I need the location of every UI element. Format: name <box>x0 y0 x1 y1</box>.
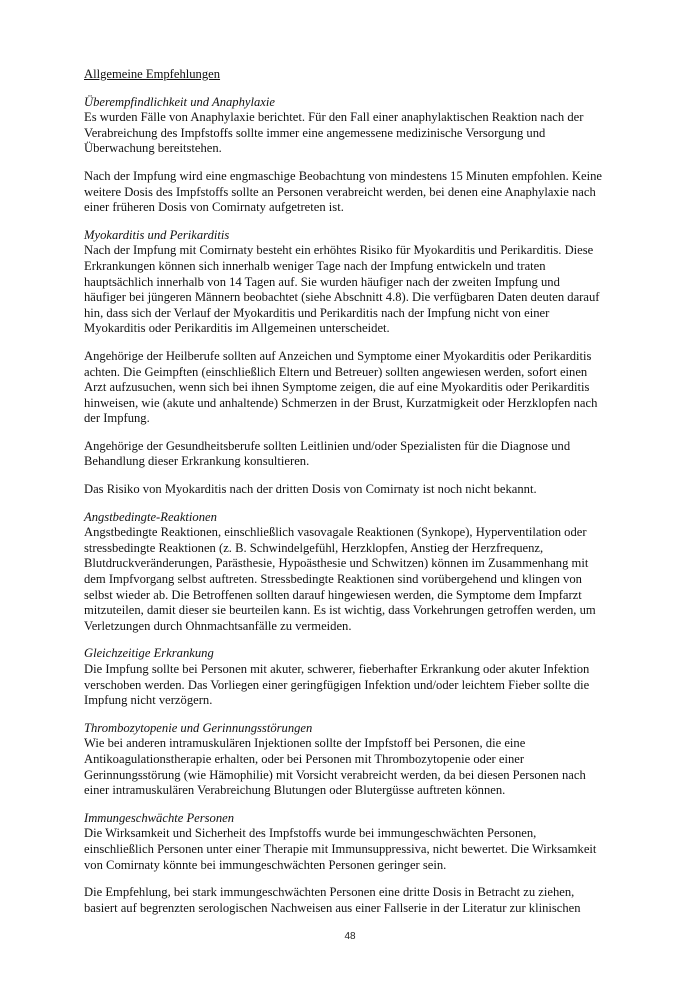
section <box>84 95 644 157</box>
document-body <box>84 95 644 917</box>
text-line: mitzuteilen, damit dieser sie beurteilen kann. Es ist wichtig, dass Vorkehrungen getroffen werden, um <box>84 603 596 618</box>
text-line: Die Wirksamkeit und Sicherheit des Impfstoffs wurde bei immungeschwächten Personen, <box>84 826 537 841</box>
section-heading: Thrombozytopenie und Gerinnungsstörungen <box>84 720 313 735</box>
text-line: einer früheren Dosis von Comirnaty aufgetreten ist. <box>84 200 344 215</box>
text-line: Verletzungen durch Ohnmachtsanfälle zu vermeiden. <box>84 618 352 633</box>
text-line: Antikoagulationstherapie erhalten, oder bei Personen mit Thrombozytopenie oder einer <box>84 751 525 766</box>
text-line: Erkrankungen können sich innerhalb weniger Tage nach der Impfung entwickeln und traten <box>84 258 546 273</box>
text-line: achten. Die Geimpften (einschließlich Eltern und Betreuer) sollten angewiesen werden, sofort einen <box>84 364 588 379</box>
section <box>84 510 644 635</box>
text-line: einschließlich Personen unter einer Therapie mit Immunsuppressiva, nicht bewertet. Die Wirksamkeit <box>84 841 597 856</box>
text-line: Nach der Impfung wird eine engmaschige Beobachtung von mindestens 15 Minuten empfohlen. Keine <box>84 168 602 183</box>
paragraph <box>84 482 644 498</box>
text-line: Angehörige der Heilberufe sollten auf Anzeichen und Symptome einer Myokarditis oder Perikarditis <box>84 348 592 363</box>
section <box>84 646 644 708</box>
text-line: Überwachung bereitstehen. <box>84 141 222 156</box>
text-line: Myokarditis oder Perikarditis im Allgemeinen unterscheidet. <box>84 321 390 336</box>
text-line: einer intramuskulären Verabreichung Blutungen oder Blutergüsse auftreten können. <box>84 783 506 798</box>
text-line: Die Empfehlung, bei stark immungeschwächten Personen eine dritte Dosis in Betracht zu ziehen, <box>84 885 575 900</box>
text-line: Das Risiko von Myokarditis nach der dritten Dosis von Comirnaty ist noch nicht bekannt. <box>84 482 537 497</box>
section <box>84 228 644 337</box>
text-line: Die Impfung sollte bei Personen mit akuter, schwerer, fieberhafter Erkrankung oder akuter Infektion <box>84 662 590 676</box>
text-line: häufiger bei jüngeren Männern beobachtet (siehe Abschnitt 4.8). Die verfügbaren Daten deuten darauf <box>84 290 600 305</box>
text-line: Impfung nicht verzögern. <box>84 693 213 708</box>
text-line: hinweisen, wie (akute und anhaltende) Schmerzen in der Brust, Kurzatmigkeit oder Herzklopfen nach <box>84 395 598 410</box>
text-line: Nach der Impfung mit Comirnaty besteht ein erhöhtes Risiko für Myokarditis und Perikarditis. Diese <box>84 243 594 258</box>
paragraph <box>84 169 644 216</box>
text-line: Es wurden Fälle von Anaphylaxie berichtet. Für den Fall einer anaphylaktischen Reaktion nach der <box>84 110 584 125</box>
text-line: Angehörige der Gesundheitsberufe sollten Leitlinien und/oder Spezialisten für die Diagnose und <box>84 438 571 453</box>
document-page <box>84 67 644 928</box>
text-line: verschoben werden. Das Vorliegen einer geringfügigen Infektion und/oder leichtem Fieber sollte die <box>84 677 590 692</box>
text-line: Gerinnungsstörung (wie Hämophilie) mit Vorsicht verabreicht werden, da bei diesen Personen nach <box>84 767 586 782</box>
paragraph <box>84 885 644 916</box>
text-line: basiert auf begrenzten serologischen Nachweisen aus einer Fallserie in der Literatur zur klinischen <box>84 900 581 915</box>
text-line: Wie bei anderen intramuskulären Injektionen sollte der Impfstoff bei Personen, die eine <box>84 736 526 751</box>
page-number: 48 <box>344 931 356 942</box>
text-line: Angstbedingte Reaktionen, einschließlich vasovagale Reaktionen (Synkope), Hyperventilation oder <box>84 525 587 540</box>
text-line: Verabreichung des Impfstoffs sollte immer eine angemessene medizinische Versorgung und <box>84 125 546 140</box>
text-line: Arzt aufzusuchen, wenn sich bei ihnen Symptome zeigen, die auf eine Myokarditis oder Perikarditis <box>84 380 590 395</box>
section-heading: Immungeschwächte Personen <box>84 810 235 825</box>
text-line: Blutdruckveränderungen, Parästhesie, Hypoästhesie und Schwitzen) können im Zusammenhang mit <box>84 556 589 571</box>
text-line: dem Impfvorgang selbst auftreten. Stressbedingte Reaktionen sind vorübergehend und klingen von <box>84 572 582 587</box>
text-line: hin, dass sich der Verlauf der Myokarditis und Perikarditis nach der Impfung nicht von einer <box>84 305 550 320</box>
paragraph <box>84 349 644 427</box>
section-heading: Gleichzeitige Erkrankung <box>84 646 214 661</box>
paragraph <box>84 439 644 470</box>
document-title: Allgemeine Empfehlungen <box>84 67 221 81</box>
text-line: selbst wieder ab. Die Betroffenen sollten darauf hingewiesen werden, die Symptome dem Impfarzt <box>84 587 582 602</box>
section-heading: Myokarditis und Perikarditis <box>84 227 230 242</box>
section-heading: Überempfindlichkeit und Anaphylaxie <box>84 94 275 109</box>
text-line: der Impfung. <box>84 411 150 426</box>
text-line: Behandlung dieser Erkrankung konsultieren. <box>84 454 310 469</box>
text-line: hauptsächlich innerhalb von 14 Tagen auf. Sie wurden häufiger nach der zweiten Impfung und <box>84 274 560 289</box>
text-line: von Comirnaty könnte bei immungeschwächten Personen geringer sein. <box>84 857 447 872</box>
text-line: weitere Dosis des Impfstoffs sollte an Personen verabreicht werden, bei denen eine Anaphylaxie nach <box>84 184 596 199</box>
section <box>84 721 644 799</box>
section <box>84 811 644 873</box>
text-line: stressbedingte Reaktionen (z. B. Schwindelgefühl, Herzklopfen, Anstieg der Herzfrequenz, <box>84 540 544 555</box>
section-heading: Angstbedingte-Reaktionen <box>84 509 217 524</box>
